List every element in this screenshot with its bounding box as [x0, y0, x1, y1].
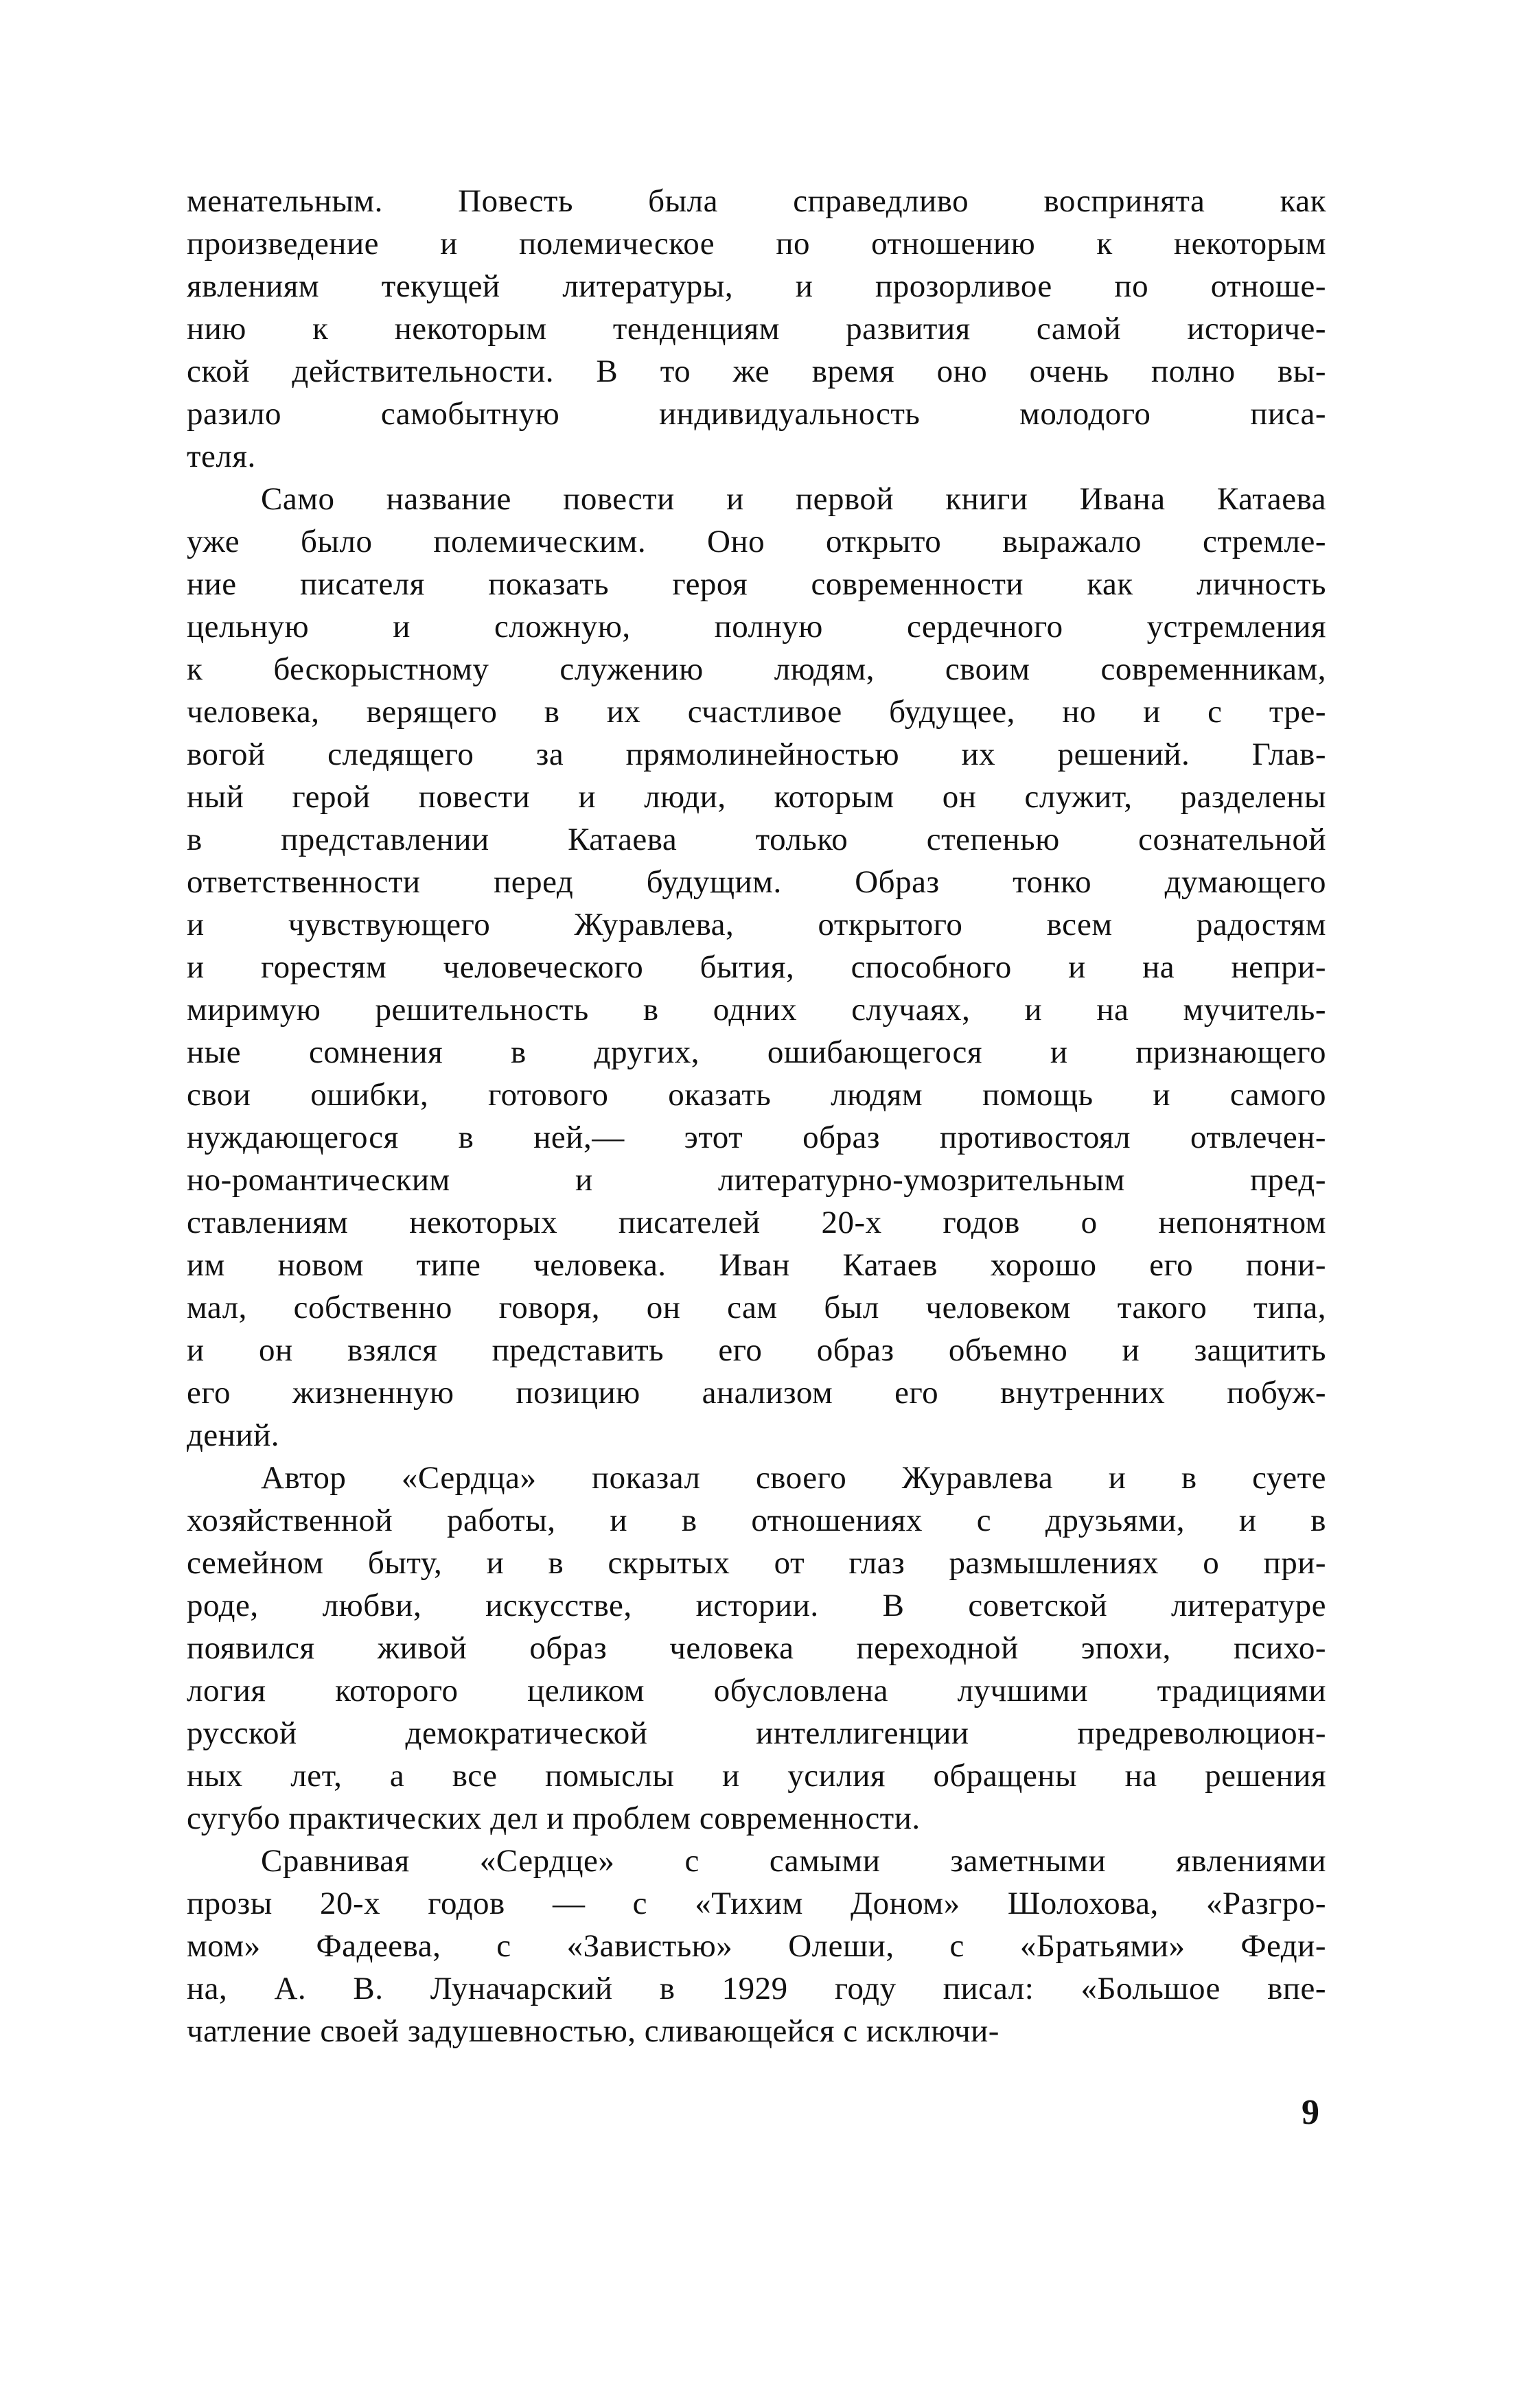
- text-line: Само название повести и первой книги Ивана Катаева: [261, 481, 1326, 517]
- text-line: нию к некоторым тенденциям развития самой историче-: [187, 311, 1326, 347]
- text-line: произведение и полемическое по отношению к некоторым: [187, 226, 1326, 262]
- text-line: Сравнивая «Сердце» с самыми заметными явлениями: [261, 1843, 1326, 1879]
- text-line: уже было полемическим. Оно открыто выражало стремле-: [187, 524, 1326, 559]
- text-line: вогой следящего за прямолинейностью их решений. Глав-: [187, 737, 1326, 772]
- paragraph: [187, 180, 1326, 478]
- text-line: ных лет, а все помыслы и усилия обращены на решения: [187, 1758, 1326, 1794]
- paragraph: [187, 1840, 1326, 2052]
- text-line: явлениям текущей литературы, и прозорливое по отноше-: [187, 268, 1326, 304]
- text-line: чатление своей задушевностью, сливающейся с исключи-: [187, 2013, 999, 2049]
- text-line: ный герой повести и люди, которым он служит, разделены: [187, 779, 1326, 815]
- body-text: [187, 180, 1326, 2052]
- text-line: его жизненную позицию анализом его внутренних побуж-: [187, 1375, 1326, 1411]
- text-line: сугубо практических дел и проблем современности.: [187, 1801, 921, 1836]
- text-line: Автор «Сердца» показал своего Журавлева и в суете: [261, 1460, 1326, 1496]
- text-line: и чувствующего Журавлева, открытого всем радостям: [187, 907, 1326, 942]
- text-line: русской демократической интеллигенции предреволюцион-: [187, 1715, 1326, 1751]
- text-line: появился живой образ человека переходной эпохи, психо-: [187, 1630, 1326, 1666]
- text-line: и он взялся представить его образ объемно и защитить: [187, 1332, 1326, 1368]
- text-line: свои ошибки, готового оказать людям помощь и самого: [187, 1077, 1326, 1113]
- text-line: нуждающегося в ней,— этот образ противостоял отвлечен-: [187, 1120, 1326, 1155]
- text-line: человека, верящего в их счастливое будущее, но и с тре-: [187, 694, 1326, 730]
- text-line: мал, собственно говоря, он сам был человеком такого типа,: [187, 1290, 1326, 1325]
- text-line: в представлении Катаева только степенью сознательной: [187, 822, 1326, 857]
- text-line: теля.: [187, 439, 256, 474]
- text-line: цельную и сложную, полную сердечного устремления: [187, 609, 1326, 645]
- text-line: и горестям человеческого бытия, способного и на непри-: [187, 949, 1326, 985]
- text-line: ской действительности. В то же время оно очень полно вы-: [187, 354, 1326, 389]
- text-line: ные сомнения в других, ошибающегося и признающего: [187, 1034, 1326, 1070]
- text-line: хозяйственной работы, и в отношениях с друзьями, и в: [187, 1503, 1326, 1538]
- text-line: им новом типе человека. Иван Катаев хорошо его пони-: [187, 1247, 1326, 1283]
- text-line: мом» Фадеева, с «Завистью» Олеши, с «Братьями» Феди-: [187, 1928, 1326, 1964]
- text-line: дений.: [187, 1417, 279, 1453]
- paragraph: [187, 478, 1326, 1457]
- text-line: ответственности перед будущим. Образ тонко думающего: [187, 864, 1326, 900]
- text-line: миримую решительность в одних случаях, и на мучитель-: [187, 992, 1326, 1028]
- text-line: ставлениям некоторых писателей 20-х годов о непонятном: [187, 1205, 1326, 1240]
- text-line: менательным. Повесть была справедливо воспринята как: [187, 183, 1326, 219]
- text-line: но-романтическим и литературно-умозрительным пред-: [187, 1162, 1326, 1198]
- paragraph: [187, 1457, 1326, 1840]
- text-line: семейном быту, и в скрытых от глаз размышлениях о при-: [187, 1545, 1326, 1581]
- text-line: прозы 20-х годов — с «Тихим Доном» Шолохова, «Разгро-: [187, 1886, 1326, 1921]
- text-line: разило самобытную индивидуальность молодого писа-: [187, 396, 1326, 432]
- text-line: ние писателя показать героя современности как личность: [187, 566, 1326, 602]
- text-line: логия которого целиком обусловлена лучшими традициями: [187, 1673, 1326, 1709]
- text-line: на, А. В. Луначарский в 1929 году писал: «Большое впе-: [187, 1971, 1326, 2006]
- text-line: к бескорыстному служению людям, своим современникам,: [187, 651, 1326, 687]
- text-line: роде, любви, искусстве, истории. В советской литературе: [187, 1588, 1326, 1623]
- page-number: 9: [1302, 2093, 1319, 2132]
